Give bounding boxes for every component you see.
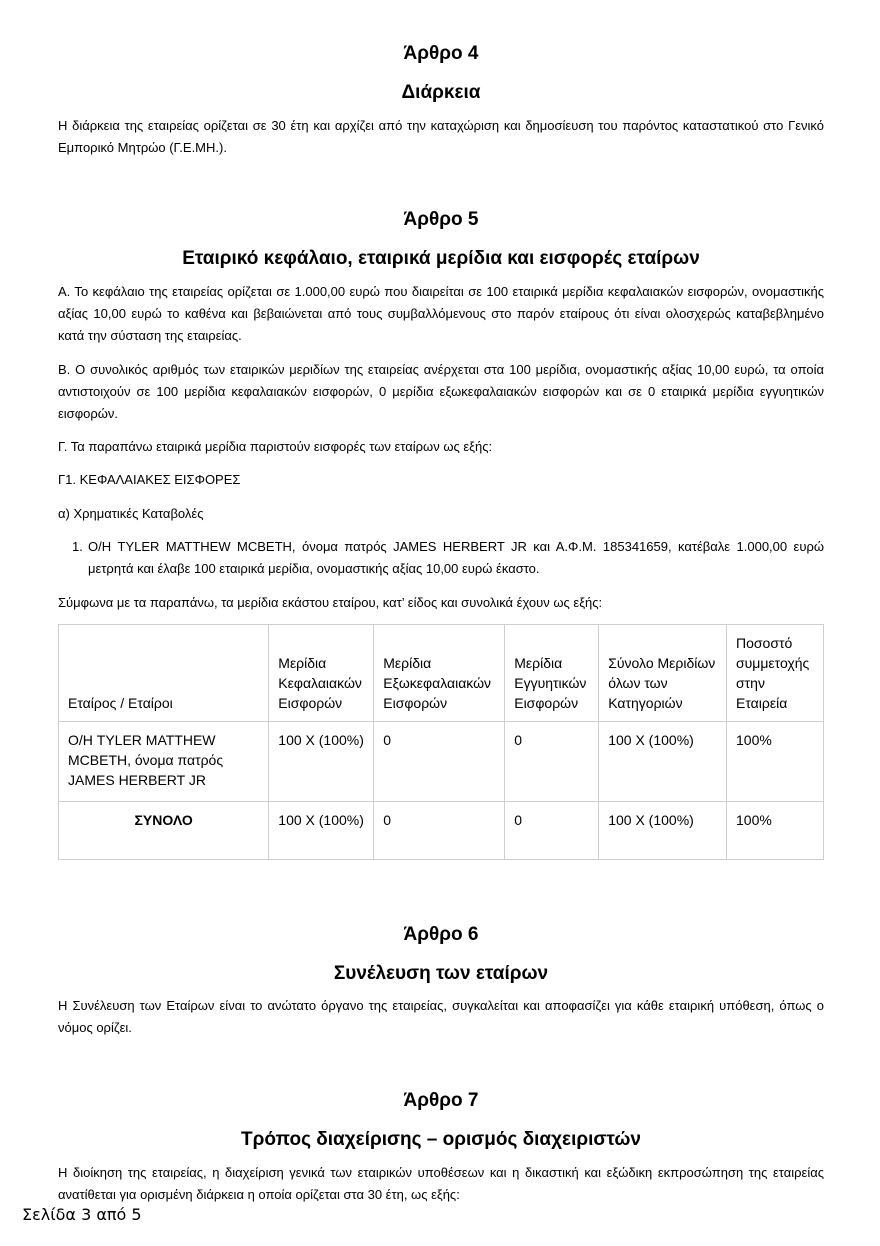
table-header-cell: Μερίδια Εγγυητικών Εισφορών [505, 625, 599, 722]
article-5-para-c1: Γ1. ΚΕΦΑΛΑΙΑΚΕΣ ΕΙΣΦΟΡΕΣ [58, 472, 241, 487]
article-7-title: Άρθρο 7 [403, 1090, 479, 1111]
list-number: 1. [72, 539, 83, 554]
table-header-cell: Σύνολο Μεριδίων όλων των Κατηγοριών [599, 625, 727, 722]
article-5-para-alpha: α) Χρηματικές Καταβολές [58, 506, 204, 521]
article-7-text: Η διοίκηση της εταιρείας, η διαχείριση γενικά των εταιρικών υποθέσεων και η δικαστική και εξώδικη εκπροσώπηση της εταιρείας ανατίθεται για ορισμένη διάρκεια η οποία ορίζεται στα 30 έτη, ως εξής: [58, 1165, 824, 1202]
table-cell: 100 Χ (100%) [599, 722, 727, 802]
article-6-text: Η Συνέλευση των Εταίρων είναι το ανώτατο όργανο της εταιρείας, συγκαλείται και αποφασίζει για κάθε εταιρική υπόθεση, όπως ο νόμος ορίζει. [58, 998, 824, 1035]
article-4-subtitle: Διάρκεια [401, 82, 481, 103]
list-item-text: Ο/Η TYLER MATTHEW MCBETH, όνομα πατρός JAMES HERBERT JR και Α.Φ.Μ. 185341659, κατέβαλε 1.000,00 ευρώ μετρητά και έλαβε 100 εταιρικά μερίδια, ονομαστικής αξίας 10,00 ευρώ έκαστο. [88, 539, 824, 576]
table-cell: 0 [505, 722, 599, 802]
article-5-para-c: Γ. Τα παραπάνω εταιρικά μερίδια παριστούν εισφορές των εταίρων ως εξής: [58, 439, 493, 454]
article-5-title: Άρθρο 5 [403, 209, 479, 230]
table-total-row [59, 802, 824, 860]
table-header-cell: Μερίδια Κεφαλαιακών Εισφορών [269, 625, 374, 722]
total-label-cell: ΣΥΝΟΛΟ [59, 802, 269, 860]
contribution-list-item [72, 536, 824, 580]
table-header-cell: Ποσοστό συμμετοχής στην Εταιρεία [727, 625, 824, 722]
table-row [59, 722, 824, 802]
article-4-text: Η διάρκεια της εταιρείας ορίζεται σε 30 έτη και αρχίζει από την καταχώριση και δημοσίευση του παρόντος καταστατικού στο Γενικό Εμπορικό Μητρώο (Γ.Ε.ΜΗ.). [58, 118, 824, 155]
article-5-para-a: Α. Το κεφάλαιο της εταιρείας ορίζεται σε 1.000,00 ευρώ που διαιρείται σε 100 εταιρικά μερίδια κεφαλαιακών εισφορών, ονομαστικής αξίας 10,00 ευρώ το καθένα και βεβαιώνεται από τους συμβαλλόμενους στο παρόν εταίρους ότι είναι ολοσχερώς καταβεβλημένο κατά την σύσταση της εταιρείας. [58, 284, 824, 343]
page-number-footer: Σελίδα 3 από 5 [22, 1205, 142, 1224]
article-4-title: Άρθρο 4 [403, 43, 479, 64]
table-header-row [59, 625, 824, 722]
table-cell: 100% [727, 722, 824, 802]
article-6-title: Άρθρο 6 [403, 924, 479, 945]
partner-name-cell: Ο/Η TYLER MATTHEW MCBETH, όνομα πατρός JAMES HERBERT JR [59, 722, 269, 802]
article-5-subtitle: Εταιρικό κεφάλαιο, εταιρικά μερίδια και εισφορές εταίρων [182, 248, 700, 269]
table-cell: 100 Χ (100%) [599, 802, 727, 860]
table-cell: 100 Χ (100%) [269, 802, 374, 860]
table-header-cell: Εταίρος / Εταίροι [59, 625, 269, 722]
table-cell: 0 [505, 802, 599, 860]
table-cell: 0 [374, 802, 505, 860]
table-cell: 100 Χ (100%) [269, 722, 374, 802]
shares-table [58, 624, 824, 860]
article-7-subtitle: Τρόπος διαχείρισης – ορισμός διαχειριστών [241, 1129, 641, 1150]
table-cell: 100% [727, 802, 824, 860]
article-6-subtitle: Συνέλευση των εταίρων [333, 963, 549, 984]
table-intro-text: Σύμφωνα με τα παραπάνω, τα μερίδια εκάστου εταίρου, κατ’ είδος και συνολικά έχουν ως εξής: [58, 595, 603, 610]
article-5-para-b: Β. Ο συνολικός αριθμός των εταιρικών μεριδίων της εταιρείας ανέρχεται στα 100 μερίδια, ονομαστικής αξίας 10,00 ευρώ, τα οποία αντιστοιχούν σε 100 μερίδια κεφαλαιακών εισφορών, 0 μερίδια εξωκεφαλαιακών εισφορών και σε 0 εταιρικά μερίδια εγγυητικών εισφορών. [58, 362, 824, 421]
table-cell: 0 [374, 722, 505, 802]
table-header-cell: Μερίδια Εξωκεφαλαιακών Εισφορών [374, 625, 505, 722]
